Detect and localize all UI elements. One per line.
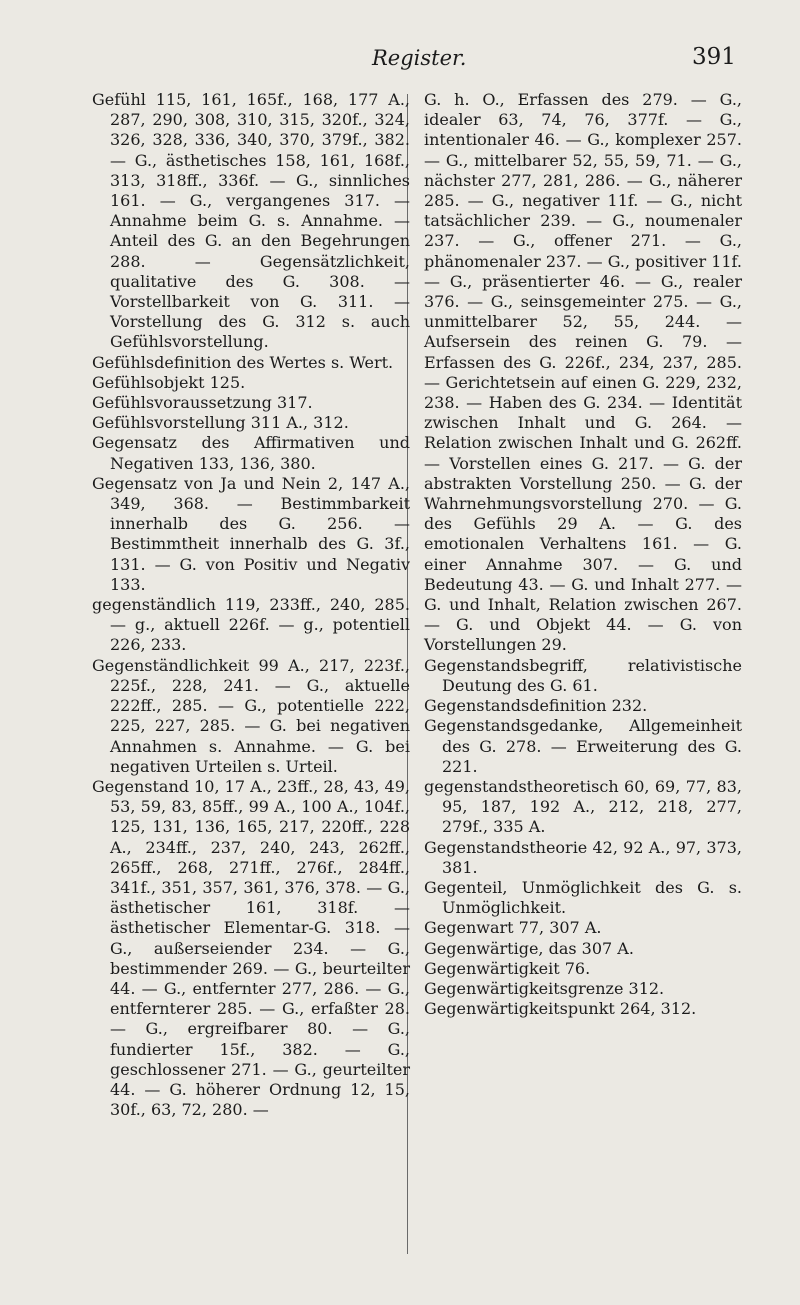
index-entry: Gegenwart 77, 307 A.	[424, 918, 602, 938]
index-entry-continued: G. h. O., Erfassen des 279. — G., idealer 63, 74, 76, 377f. — G., intentionaler 46. — G., komplexer 257. — G., mittelbarer 52, 55, 59, 71. — G., nächster 277, 281, 286. — G., näherer 285. — G., negativer 11f. — G., nicht tatsächlicher 239. — G., noumenaler 237. — G., offener 271. — G., phänomenaler 237. — G., positiver 11f. — G., präsentierter 46. — G., realer 376. — G., seinsgemeinter 275. — G., unmittelbarer 52, 55, 244. — Aufsersein des reinen G. 79. — Erfassen des G. 226f., 234, 237, 285. — Gerichtetsein auf einen G. 229, 232, 238. — Haben des G. 234. — Identität zwischen Inhalt und G. 264. — Relation zwischen Inhalt und G. 262ff. — Vorstellen eines G. 217. — G. der abstrakten Vorstellung 250. — G. der Wahrnehmungsvorstellung 270. — G. des Gefühls 29 A. — G. des emotionalen Verhaltens 161. — G. einer Annahme 307. — G. und Bedeutung 43. — G. und Inhalt 277. — G. und Inhalt, Relation zwischen 267. — G. und Objekt 44. — G. von Vorstellungen 29.	[424, 90, 742, 655]
index-entry: Gefühlsvorstellung 311 A., 312.	[92, 413, 349, 433]
page-number: 391	[692, 44, 736, 70]
running-header	[0, 40, 800, 76]
index-entry: Gefühl 115, 161, 165f., 168, 177 A., 287, 290, 308, 310, 315, 320f., 324, 326, 328, 336, 340, 370, 379f., 382. — G., ästhetisches 158, 161, 168f., 313, 318ff., 336f. — G., sinnliches 161. — G., vergangenes 317. — Annahme beim G. s. Annahme. — Anteil des G. an den Begehrungen 288. — Gegensätzlichkeit, qualitative des G. 308. — Vorstellbarkeit von G. 311. — Vorstellung des G. 312 s. auch Gefühlsvorstellung.	[92, 90, 410, 352]
index-entry: Gefühlsobjekt 125.	[92, 372, 246, 392]
index-column-left	[92, 90, 410, 1120]
index-entry: Gegenstand 10, 17 A., 23ff., 28, 43, 49, 53, 59, 83, 85ff., 99 A., 100 A., 104f., 125, 131, 136, 165, 217, 220ff., 228 A., 234ff., 237, 240, 243, 262ff., 265ff., 268, 271ff., 276f., 284ff., 341f., 351, 357, 361, 376, 378. — G., ästhetischer 161, 318f. — ästhetischer Elementar-G. 318. — G., außerseiender 234. — G., bestimmender 269. — G., beurteilter 44. — G., entfernter 277, 286. — G., entfernterer 285. — G., erfaßter 28. — G., ergreifbarer 80. — G., fundierter 15f., 382. — G., geschlossener 271. — G., geurteilter 44. — G. höherer Ordnung 12, 15, 30f., 63, 72, 280. —	[92, 776, 410, 1120]
index-entry: Gegensatz von Ja und Nein 2, 147 A., 349, 368. — Bestimmbarkeit innerhalb des G. 256. — Bestimmtheit innerhalb des G. 3f., 131. — G. von Positiv und Negativ 133.	[92, 473, 410, 594]
index-column-right	[424, 90, 742, 1019]
index-entry: Gegenwärtigkeit 76.	[424, 958, 591, 978]
index-entry: gegenstandstheoretisch 60, 69, 77, 83, 95, 187, 192 A., 212, 218, 277, 279f., 335 A.	[424, 776, 742, 837]
index-entry: Gegenstandstheorie 42, 92 A., 97, 373, 381.	[424, 837, 742, 877]
index-entry: Gefühlsvoraussetzung 317.	[92, 393, 313, 413]
index-entry: Gefühlsdefinition des Wertes s. Wert.	[92, 352, 394, 372]
index-entry: Gegenstandsdefinition 232.	[424, 696, 648, 716]
index-entry: Gegenwärtigkeitspunkt 264, 312.	[424, 999, 697, 1019]
index-entry: Gegenwärtigkeitsgrenze 312.	[424, 978, 665, 998]
index-entry: Gegenständlichkeit 99 A., 217, 223f., 225f., 228, 241. — G., aktuelle 222ff., 285. — G., potentielle 222, 225, 227, 285. — G. bei negativen Annahmen s. Annahme. — G. bei negativen Urteilen s. Urteil.	[92, 655, 410, 776]
index-entry: Gegenwärtige, das 307 A.	[424, 938, 634, 958]
index-entry: Gegenteil, Unmöglichkeit des G. s. Unmöglichkeit.	[424, 877, 742, 918]
index-entry: Gegenstandsbegriff, relativistische Deutung des G. 61.	[424, 655, 742, 695]
index-entry: gegenständlich 119, 233ff., 240, 285. — g., aktuell 226f. — g., potentiell 226, 233.	[92, 595, 410, 655]
running-title: Register.	[372, 46, 467, 70]
index-entry: Gegenstandsgedanke, Allgemeinheit des G. 278. — Erweiterung des G. 221.	[424, 716, 742, 776]
index-entry: Gegensatz des Affirmativen und Negativen 133, 136, 380.	[92, 433, 410, 473]
